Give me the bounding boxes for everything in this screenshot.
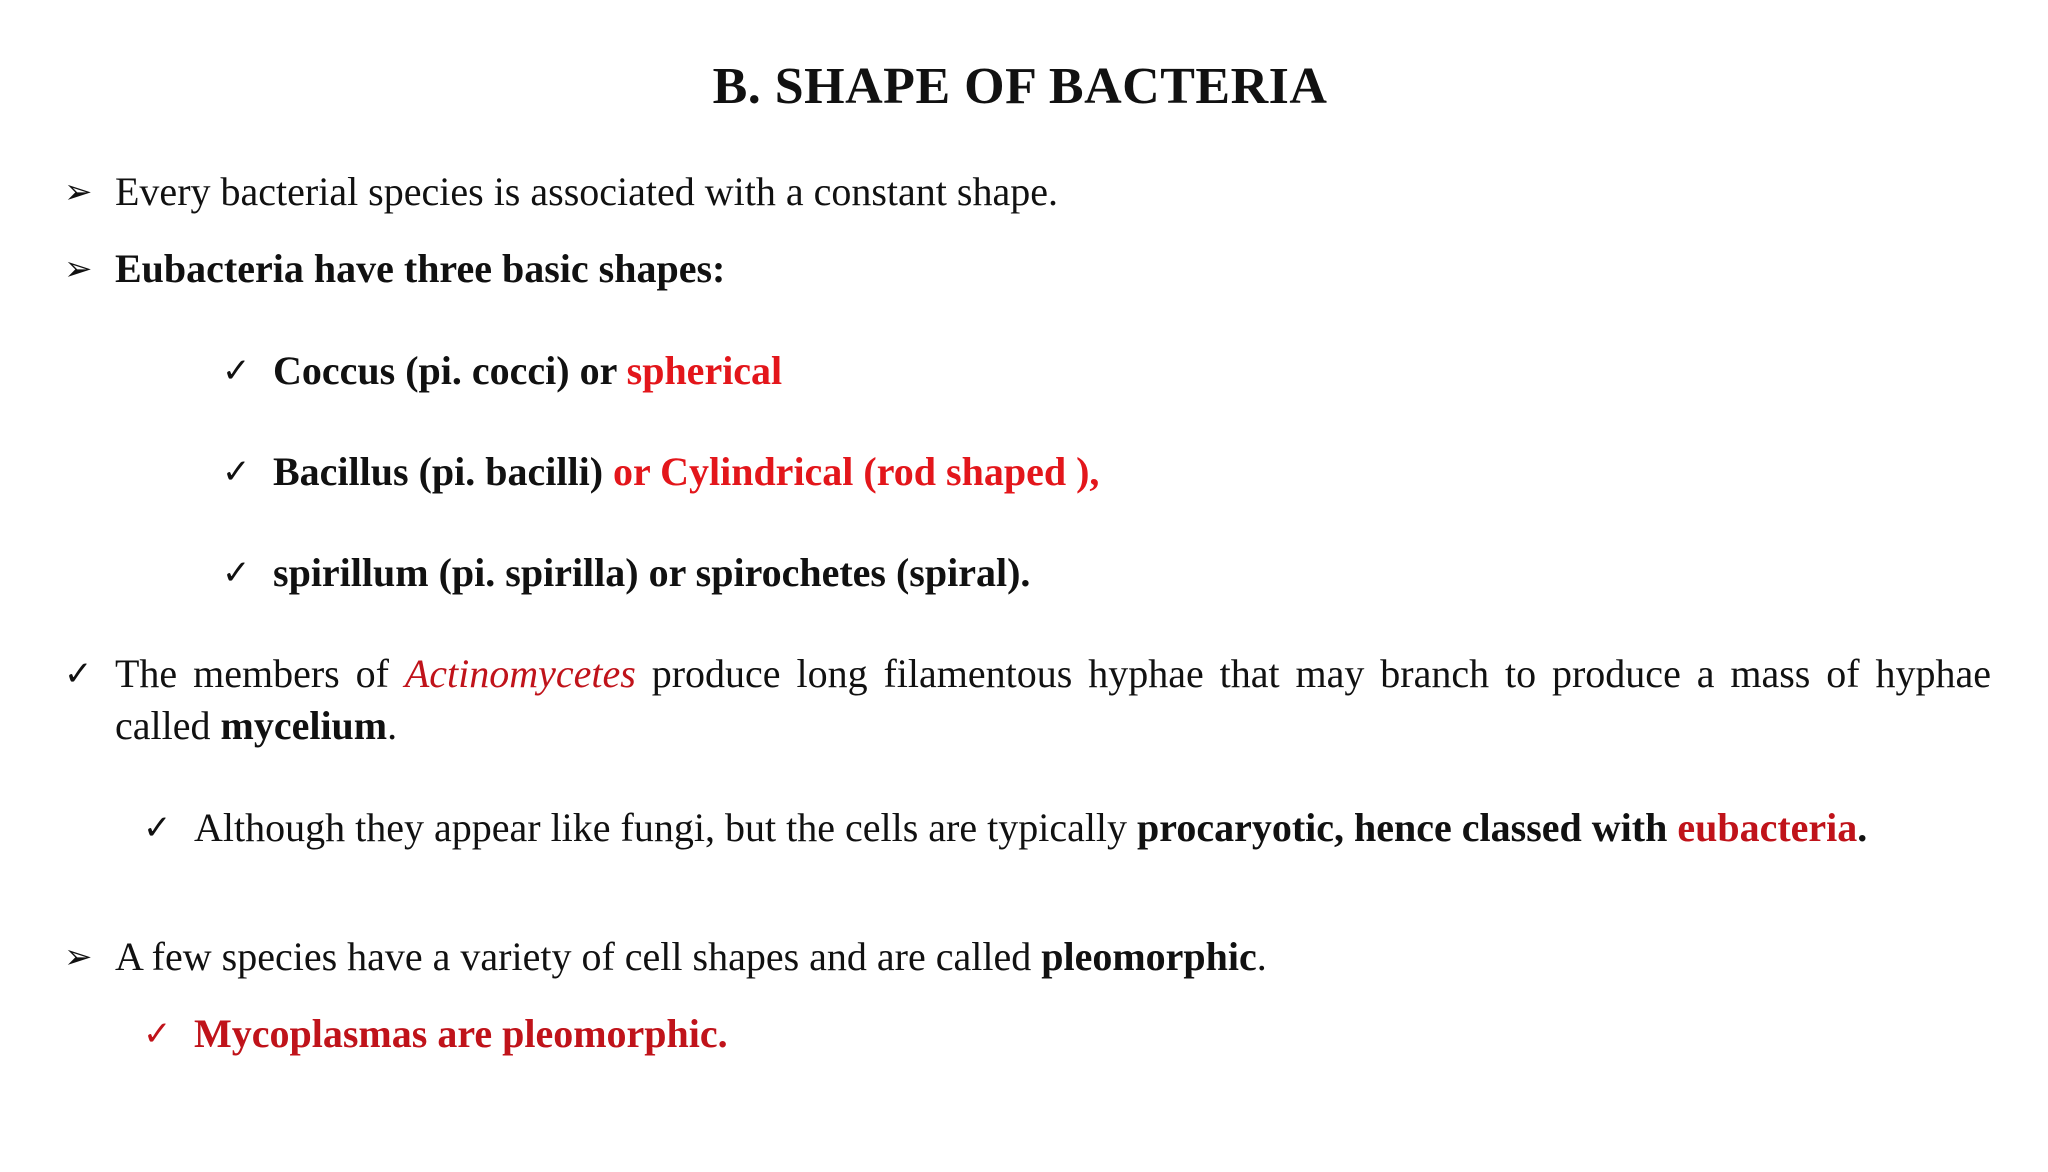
pleomorphic-period: . [1256, 934, 1267, 979]
check-bullet-icon: ✓ [143, 808, 172, 848]
check-bullet-icon: ✓ [143, 1014, 172, 1054]
bullet-pleomorphic [115, 931, 1267, 983]
check-bullet-icon: ✓ [222, 452, 251, 492]
arrow-bullet-icon: ➢ [64, 172, 93, 212]
coccus-label: Coccus (pi. cocci) or [273, 348, 627, 393]
actinomycetes-term: Actinomycetes [404, 651, 636, 696]
shape-spirillum: spirillum (pi. spirilla) or spirochetes (spiral). [273, 550, 1031, 595]
actinomycetes-text-1: The members of [115, 651, 405, 696]
shape-bacillus [273, 446, 1099, 498]
check-bullet-icon: ✓ [222, 351, 251, 391]
arrow-bullet-icon: ➢ [64, 937, 93, 977]
procaryotic-period: . [1857, 805, 1868, 850]
procaryotic-text-1: Although they appear like fungi, but the cells are typically [194, 805, 1138, 850]
bullet-mycoplasmas: Mycoplasmas are pleomorphic. [194, 1011, 728, 1056]
bullet-three-shapes: Eubacteria have three basic shapes: [115, 246, 726, 291]
bacillus-label: Bacillus (pi. bacilli) [273, 449, 614, 494]
arrow-bullet-icon: ➢ [64, 249, 93, 289]
mycelium-term: mycelium [220, 703, 388, 748]
page-title: B. SHAPE OF BACTERIA [712, 58, 1328, 115]
pleomorphic-term: pleomorphic [1041, 934, 1257, 979]
bullet-constant-shape: Every bacterial species is associated with a constant shape. [115, 169, 1058, 214]
procaryotic-term: procaryotic, hence classed with [1137, 805, 1678, 850]
bacillus-description: or Cylindrical (rod shaped ), [613, 449, 1100, 494]
check-bullet-icon: ✓ [222, 553, 251, 593]
actinomycetes-period: . [387, 703, 398, 748]
actinomycetes-text-2: produce long filamentous hyphae that may branch to produce a mass of hyphae called [115, 651, 1991, 748]
shape-coccus [273, 345, 782, 397]
coccus-description: spherical [626, 348, 783, 393]
check-bullet-icon: ✓ [64, 654, 93, 694]
pleomorphic-text: A few species have a variety of cell shapes and are called [115, 934, 1042, 979]
bullet-procaryotic [194, 802, 1990, 854]
eubacteria-term: eubacteria [1677, 805, 1858, 850]
bullet-actinomycetes [115, 648, 1991, 752]
